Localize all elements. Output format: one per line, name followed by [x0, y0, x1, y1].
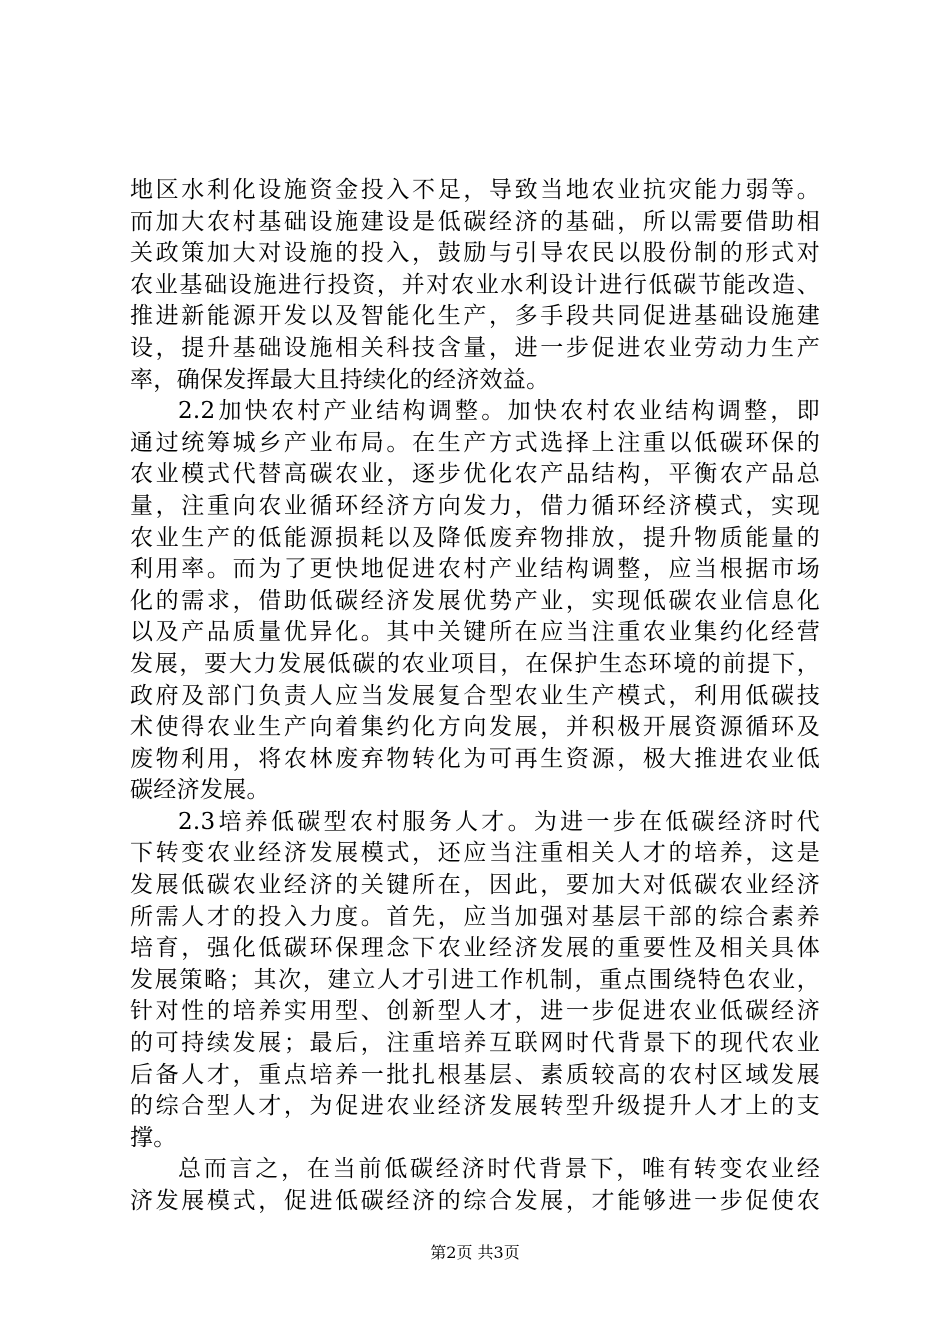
text-line: 培育，强化低碳环保理念下农业经济发展的重要性及相关具体 [130, 935, 820, 962]
text-line: 农业生产的低能源损耗以及降低废弃物排放，提升物质能量的 [130, 524, 820, 551]
text-line: 通过统筹城乡产业布局。在生产方式选择上注重以低碳环保的 [130, 429, 820, 456]
text-line: 下转变农业经济发展模式，还应当注重相关人才的培养，这是 [130, 840, 820, 867]
page-number-footer: 第2页 共3页 [430, 1243, 520, 1262]
text-line: 关政策加大对设施的投入，鼓励与引导农民以股份制的形式对 [130, 240, 820, 267]
text-line: 废物利用，将农林废弃物转化为可再生资源，极大推进农业低 [130, 745, 820, 772]
text-line: 量，注重向农业循环经济方向发力，借力循环经济模式，实现 [130, 492, 820, 519]
text-line: 发展，要大力发展低碳的农业项目，在保护生态环境的前提下， [130, 650, 820, 677]
text-line: 碳经济发展。 [130, 777, 270, 804]
text-line: 的综合型人才，为促进农业经济发展转型升级提升人才上的支 [130, 1093, 820, 1120]
text-line: 率，确保发挥最大且持续化的经济效益。 [130, 366, 550, 393]
text-line: 术使得农业生产向着集约化方向发展，并积极开展资源循环及 [130, 714, 820, 741]
text-line: 的可持续发展；最后，注重培养互联网时代背景下的现代农业 [130, 1030, 820, 1057]
text-line: 地区水利化设施资金投入不足，导致当地农业抗灾能力弱等。 [130, 177, 820, 203]
text-line: 利用率。而为了更快地促进农村产业结构调整，应当根据市场 [130, 556, 820, 583]
text-line: 济发展模式，促进低碳经济的综合发展，才能够进一步促使农 [130, 1188, 820, 1214]
text-line: 2.2加快农村产业结构调整。加快农村农业结构调整，即 [178, 398, 820, 425]
text-line: 针对性的培养实用型、创新型人才，进一步促进农业低碳经济 [130, 998, 820, 1025]
text-line: 总而言之，在当前低碳经济时代背景下，唯有转变农业经 [178, 1156, 820, 1183]
text-line: 后备人才，重点培养一批扎根基层、素质较高的农村区域发展 [130, 1061, 820, 1088]
text-line: 发展低碳农业经济的关键所在，因此，要加大对低碳农业经济 [130, 872, 820, 899]
body-text [130, 175, 820, 1218]
text-line: 2.3培养低碳型农村服务人才。为进一步在低碳经济时代 [178, 808, 820, 835]
text-line: 政府及部门负责人应当发展复合型农业生产模式，利用低碳技 [130, 682, 820, 709]
text-line: 设，提升基础设施相关科技含量，进一步促进农业劳动力生产 [130, 334, 820, 361]
text-line: 以及产品质量优异化。其中关键所在应当注重农业集约化经营 [130, 619, 820, 646]
text-line: 推进新能源开发以及智能化生产，多手段共同促进基础设施建 [130, 303, 820, 330]
text-line: 撑。 [130, 1124, 177, 1151]
text-line: 化的需求，借助低碳经济发展优势产业，实现低碳农业信息化 [130, 587, 820, 614]
text-line: 农业基础设施进行投资，并对农业水利设计进行低碳节能改造、 [130, 271, 820, 298]
text-line: 所需人才的投入力度。首先，应当加强对基层干部的综合素养 [130, 903, 820, 930]
text-line: 而加大农村基础设施建设是低碳经济的基础，所以需要借助相 [130, 208, 820, 235]
text-line: 农业模式代替高碳农业，逐步优化农产品结构，平衡农产品总 [130, 461, 820, 488]
text-line: 发展策略；其次，建立人才引进工作机制，重点围绕特色农业， [130, 966, 820, 993]
